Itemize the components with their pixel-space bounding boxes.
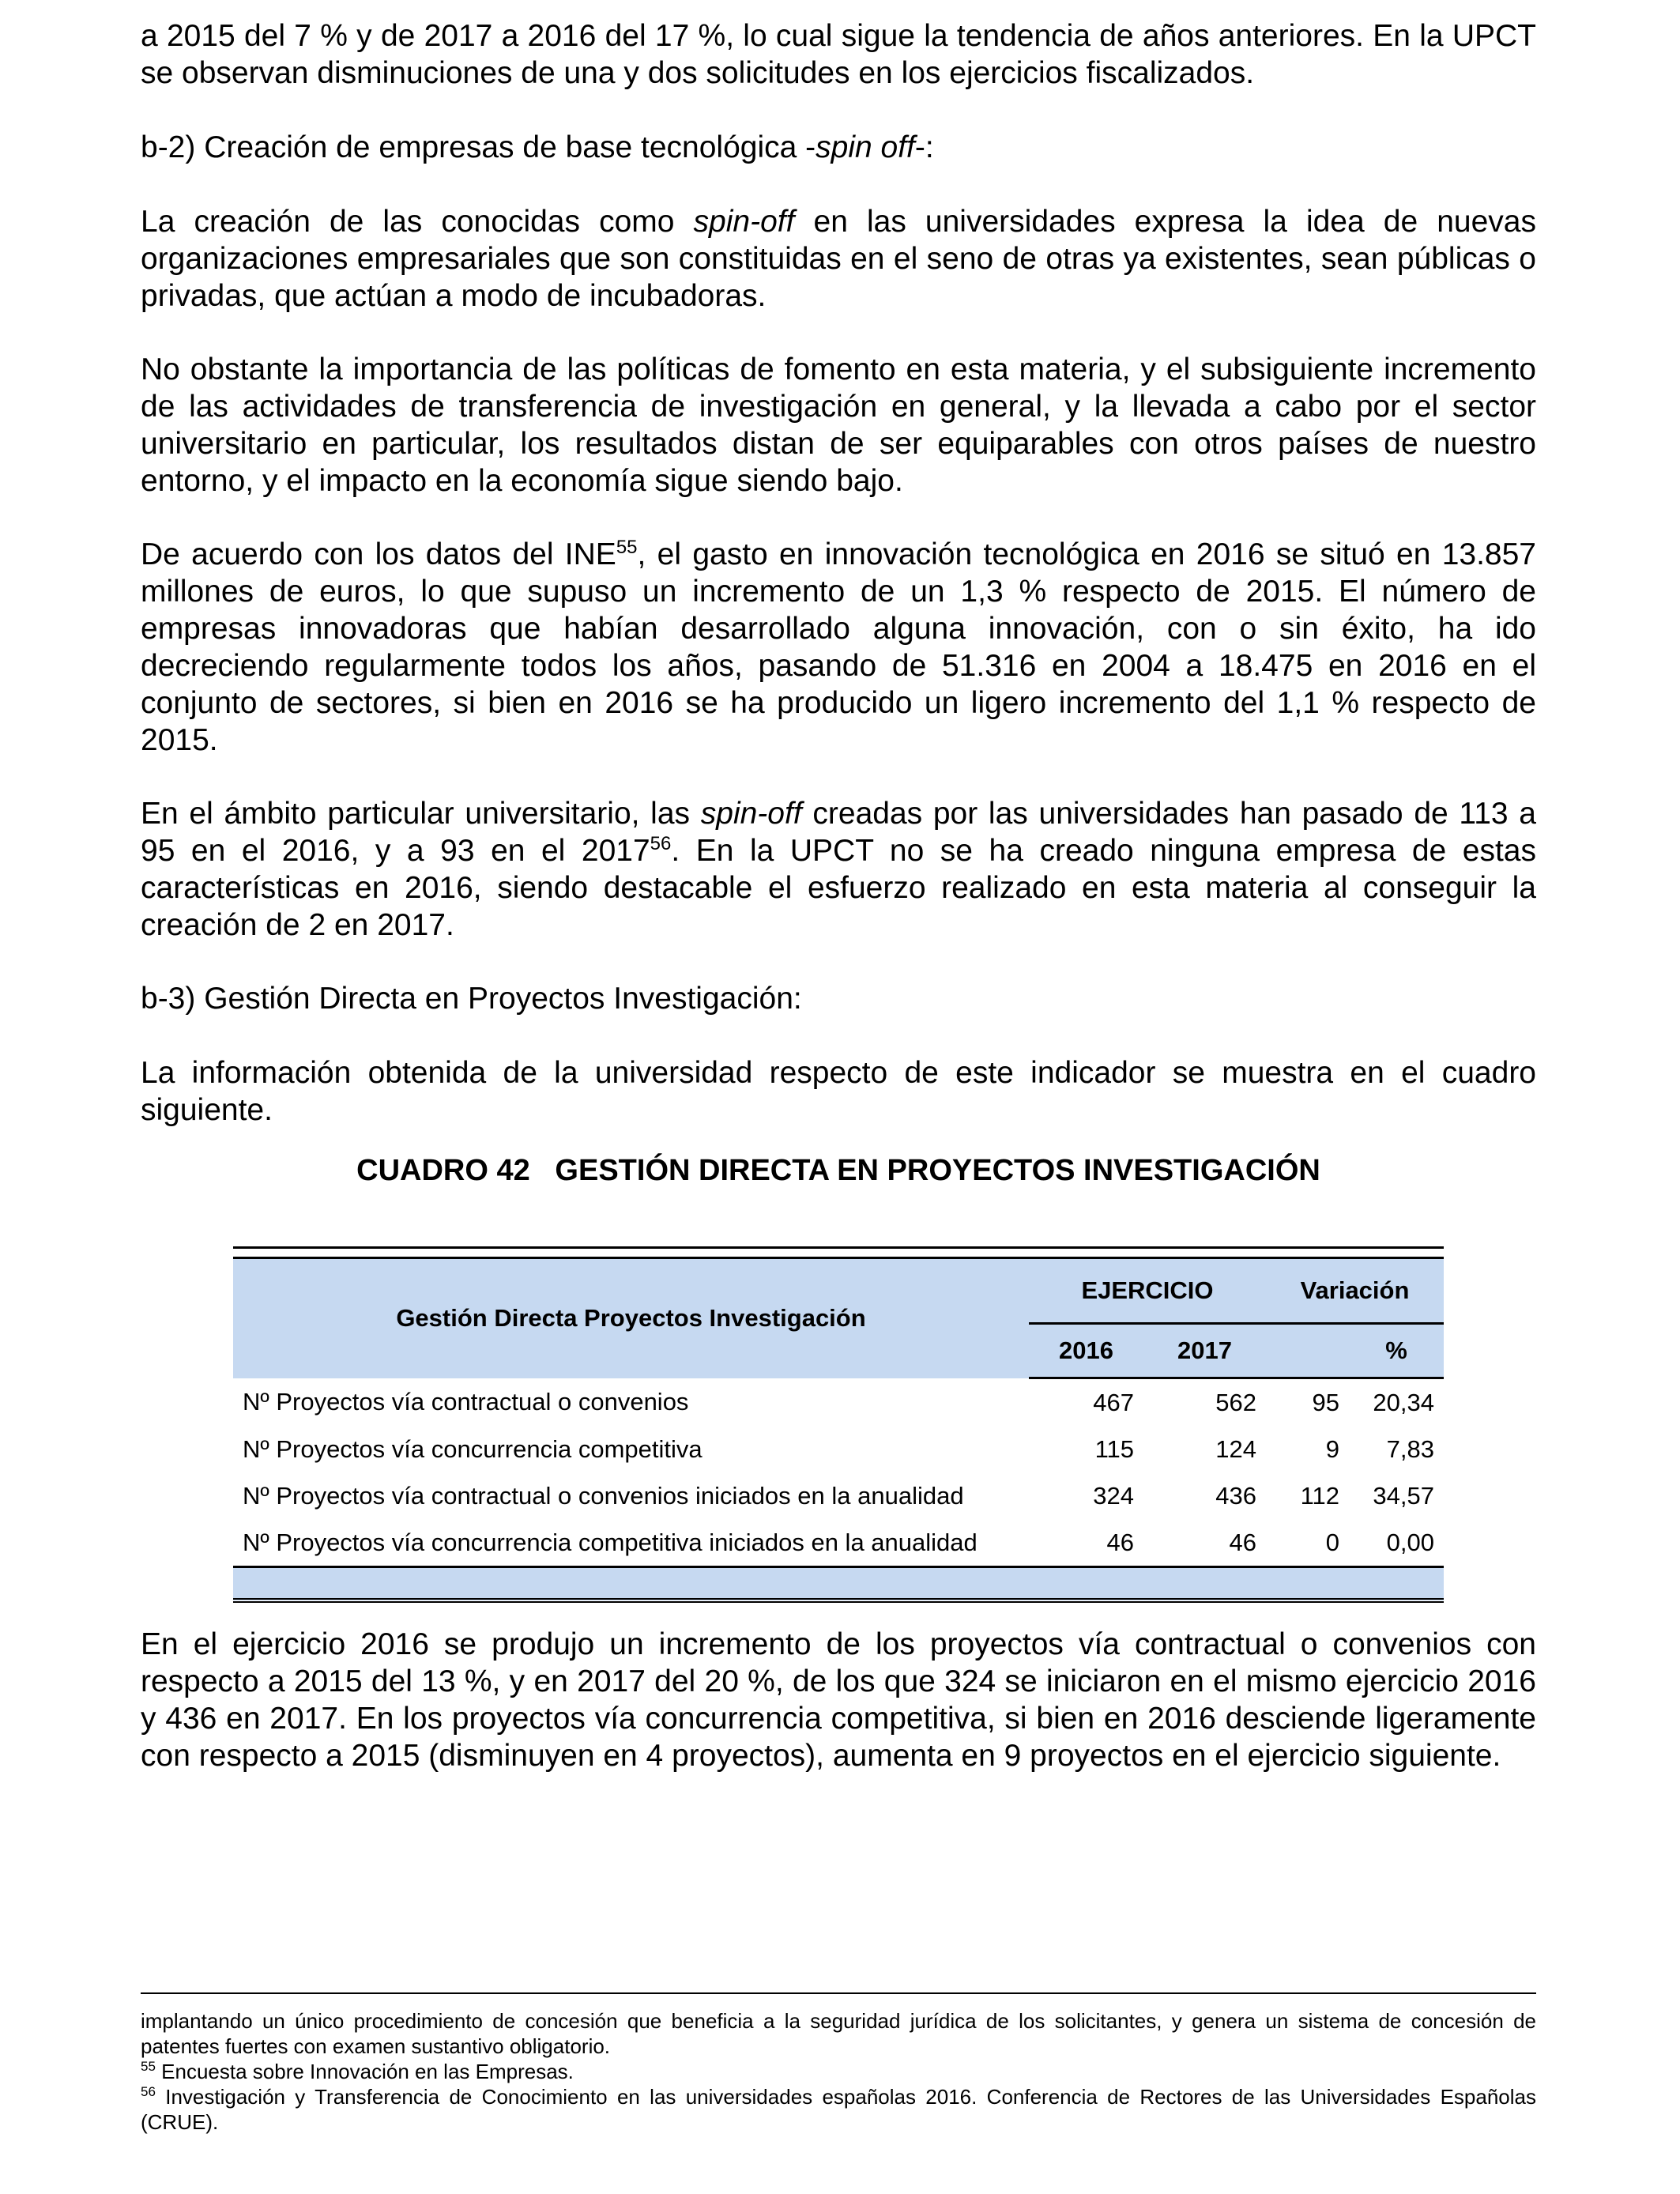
row-label: Nº Proyectos vía contractual o convenios (243, 1387, 689, 1416)
after-table-section (141, 1626, 1536, 1774)
paragraph-university-spinoff (141, 795, 1536, 944)
cell-2017: 46 (1229, 1528, 1256, 1556)
header-year-2016: 2016 (1029, 1324, 1143, 1378)
header-variacion: Variación (1266, 1258, 1444, 1324)
text-run: La creación de las conocidas como (141, 205, 694, 239)
footnote-continuation: implantando un único procedimiento de concesión que beneficia a la seguridad jurídica de los solicitantes, y genera un sistema de concesión de patentes fuertes con examen sustantivo obligatorio. (141, 2009, 1536, 2058)
text-run: En el ámbito particular universitario, las (141, 797, 701, 831)
footnote-number: 56 (141, 2084, 156, 2099)
heading-suffix: -: (914, 130, 934, 164)
text-run: en las universidades expresa la idea de nuevas organizaciones empresariales que son constituidas en el seno de otras ya existentes, sean públicas o privadas, que actúan a modo de incubadoras. (141, 205, 1536, 313)
table-row (233, 1426, 1444, 1472)
header-year-2017: 2017 (1143, 1324, 1266, 1378)
paragraph-spinoff-definition (141, 203, 1536, 315)
heading-italic: spin off (816, 130, 915, 164)
footnote-55 (141, 2059, 1536, 2084)
table-footer-band (233, 1567, 1444, 1601)
row-label: Nº Proyectos vía concurrencia competitiva iniciados en la anualidad (243, 1528, 977, 1556)
paragraph-table-commentary: En el ejercicio 2016 se produjo un incremento de los proyectos vía contractual o convenios con respecto a 2015 del 13 %, y en 2017 del 20 %, de los que 324 se iniciaron en el mismo ejercicio 2016 y 436 en 2017. En los proyectos vía concurrencia competitiva, si bien en 2016 desciende ligeramente con respecto a 2015 (disminuyen en 4 proyectos), aumenta en 9 proyectos en el ejercicio siguiente. (141, 1627, 1536, 1773)
heading-text: b-2) Creación de empresas de base tecnológica - (141, 130, 816, 164)
cell-variation: 0 (1325, 1528, 1339, 1556)
text-run: De acuerdo con los datos del INE (141, 537, 616, 571)
text-run: creadas por las universidades han pasado de 113 a 95 en el 2016, y a 93 en el 2017 (141, 797, 1536, 868)
header-gestion-label: Gestión Directa Proyectos Investigación (233, 1258, 1029, 1378)
footnote-ref-55[interactable]: 55 (616, 537, 638, 558)
paragraph-policy: No obstante la importancia de las políticas de fomento en esta materia, y el subsiguiente incremento de las actividades de transferencia de investigación en general, y la llevada a cabo por el sector universitario en particular, los resultados distan de ser equiparables con otros países de nuestro entorno, y el impacto en la economía sigue siendo bajo. (141, 352, 1536, 498)
header-percent: % (1349, 1324, 1444, 1378)
text-run: , el gasto en innovación tecnológica en 2016 se situó en 13.857 millones de euros, lo que supuso un incremento de un 1,3 % respecto de 2015. El número de empresas innovadoras que habían desarrollado alguna innovación, con o sin éxito, ha ido decreciendo regularmente todos los años, pasando de 51.316 en 2004 a 18.475 en 2016 en el conjunto de sectores, si bien en 2016 se ha producido un ligero incremento del 1,1 % respecto de 2015. (141, 537, 1536, 757)
footnote-text: Encuesta sobre Innovación en las Empresas. (155, 2060, 574, 2083)
row-label: Nº Proyectos vía concurrencia competitiva (243, 1434, 703, 1463)
table-caption: CUADRO 42 GESTIÓN DIRECTA EN PROYECTOS INVESTIGACIÓN (356, 1154, 1320, 1187)
footnote-text: Investigación y Transferencia de Conocimiento en las universidades españolas 2016. Conferencia de Rectores de las Universidades Españolas (CRUE). (141, 2085, 1536, 2134)
cell-variation: 95 (1312, 1388, 1339, 1416)
section-heading-b3: b-3) Gestión Directa en Proyectos Investigación: (141, 982, 802, 1016)
cell-2017: 562 (1215, 1388, 1256, 1416)
paragraph-table-intro: La información obtenida de la universidad respecto de este indicador se muestra en el cuadro siguiente. (141, 1056, 1536, 1127)
header-var-blank (1266, 1324, 1349, 1378)
header-ejercicio: EJERCICIO (1029, 1258, 1266, 1324)
cell-percent: 0,00 (1386, 1528, 1434, 1556)
italic-term: spin-off (700, 797, 802, 831)
cell-variation: 9 (1325, 1434, 1339, 1463)
cell-2017: 436 (1215, 1481, 1256, 1510)
cell-2016: 46 (1106, 1528, 1134, 1556)
text-run: . En la UPCT no se ha creado ninguna empresa de estas características en 2016, siendo destacable el esfuerzo realizado en esta materia al conseguir la creación de 2 en 2017. (141, 834, 1537, 942)
cell-2016: 324 (1093, 1481, 1134, 1510)
section-heading-b2 (141, 129, 1536, 166)
paragraph-ine-data (141, 536, 1536, 759)
cell-percent: 7,83 (1386, 1434, 1434, 1463)
footnote-ref-56[interactable]: 56 (650, 833, 672, 854)
cell-variation: 112 (1300, 1481, 1339, 1510)
row-label: Nº Proyectos vía contractual o convenios iniciados en la anualidad (243, 1481, 964, 1510)
document-page (141, 17, 1536, 1189)
table-row (233, 1519, 1444, 1567)
cell-2017: 124 (1215, 1434, 1256, 1463)
footnotes (141, 1992, 1536, 2135)
cell-2016: 467 (1093, 1388, 1134, 1416)
cuadro-42-table (233, 1246, 1444, 1603)
table-row (233, 1378, 1444, 1427)
italic-term: spin-off (693, 205, 795, 239)
cell-2016: 115 (1094, 1434, 1134, 1463)
cell-percent: 20,34 (1373, 1388, 1434, 1416)
table-row (233, 1472, 1444, 1519)
intro-paragraph: a 2015 del 7 % y de 2017 a 2016 del 17 %, lo cual sigue la tendencia de años anteriores. En la UPCT se observan disminuciones de una y dos solicitudes en los ejercicios fiscalizados. (141, 19, 1536, 90)
footnote-number: 55 (141, 2059, 156, 2074)
footnote-56 (141, 2084, 1536, 2135)
cell-percent: 34,57 (1373, 1481, 1434, 1510)
